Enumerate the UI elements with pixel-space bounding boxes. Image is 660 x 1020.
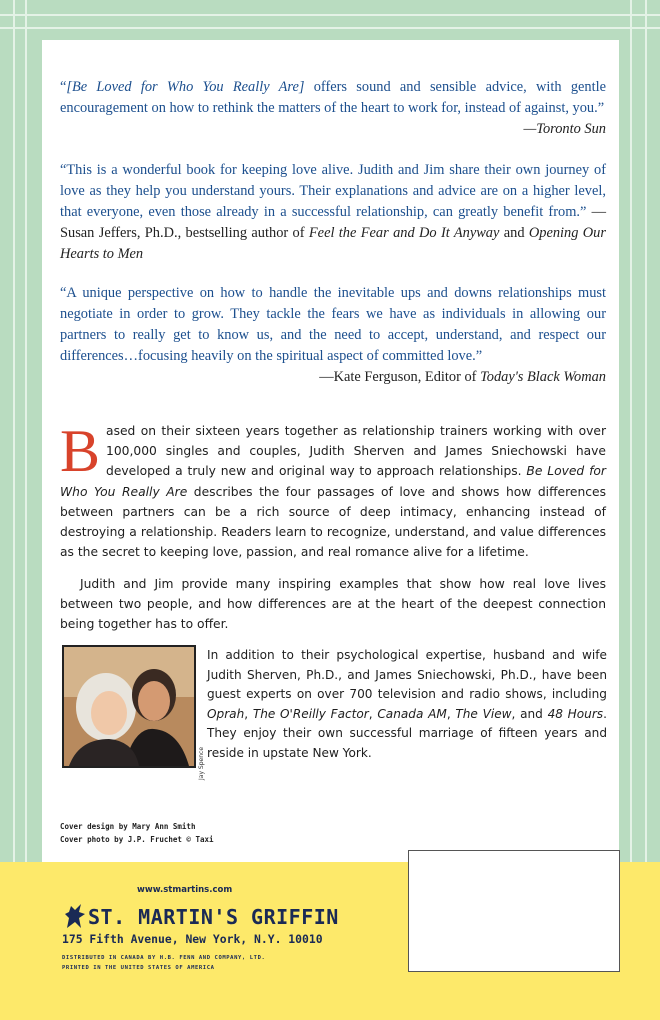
cover-credits [60,820,214,846]
drop-cap: B [60,418,101,484]
publisher-name: ST. MARTIN'S GRIFFIN [88,905,339,929]
description-paragraph-1: Based on their sixteen years together as relationship trainers working with over 100,000 singles and couples, Judith Sherven and James Sniechowski have developed a truly new and original way to approach relationships. Be Loved for Who You Really Are describes the four passages of love and shows how differences between partners can be a rich source of deep intimacy, enhancing instead of destroying a relationship. Readers learn to recognize, understand, and value differences as the secret to keeping love, passion, and real romance alive for a lifetime. [60,418,606,560]
frame-line [0,14,660,16]
distribution-notice: DISTRIBUTED IN CANADA BY H.B. FENN AND COMPANY, LTD. PRINTED IN THE UNITED STATES OF AMERICA [62,955,266,971]
publisher-url[interactable]: www.stmartins.com [137,885,233,895]
frame-line [25,0,27,862]
quote-attribution: —Toronto Sun [523,121,606,137]
cover-design-credit: Cover design by Mary Ann Smith [60,822,196,831]
frame-line [0,27,660,29]
author-photo [62,645,196,768]
author-photo-image [64,647,194,766]
review-quote-3: “A unique perspective on how to handle the inevitable ups and downs relationships must negotiate in order to grow. They tackle the fears we have as individuals in allowing our partners to really get to know us, and the need to accept, understand, and respect our differences…focusing heavily on the spiritual aspect of committed love.” —Kate Ferguson, Editor of Today's Black Woman [60,283,606,388]
quote-attribution: —Kate Ferguson, Editor of Today's Black Woman [319,369,606,385]
griffin-logo-icon [63,902,87,930]
frame-line [13,0,15,862]
author-bio: In addition to their psychological expertise, husband and wife Judith Sherven, Ph.D., and James Sniechowski, Ph.D., have been guest experts on over 700 television and radio shows, including Oprah, The O'Reilly Factor, Canada AM, The View, and 48 Hours. They enjoy their own successful marriage of fifteen years and reside in upstate New York. [207,648,607,760]
frame-line [630,0,632,862]
frame-line [645,0,647,862]
review-quote-1: “[Be Loved for Who You Really Are] offers sound and sensible advice, with gentle encouragement on how to rethink the matters of the heart to work for, instead of against, you.” —Toronto Sun [60,77,606,140]
review-quote-2: “This is a wonderful book for keeping love alive. Judith and Jim share their own journey of love as they help you understand yours. Their explanations and advice are on a higher level, that everyone, even those already in a successful relationship, can greatly benefit from.” —Susan Jeffers, Ph.D., bestselling author of Feel the Fear and Do It Anyway and Opening Our Hearts to Men [60,162,606,262]
publisher-address: 175 Fifth Avenue, New York, N.Y. 10010 [62,932,323,946]
description-paragraph-2: Judith and Jim provide many inspiring examples that show how real love lives between two people, and how differences are at the heart of the deepest connection being together has to offer. [60,577,606,632]
photo-credit: Jay Spence [198,746,205,780]
cover-photo-credit: Cover photo by J.P. Fruchet © Taxi [60,835,214,844]
barcode-box [408,850,620,972]
